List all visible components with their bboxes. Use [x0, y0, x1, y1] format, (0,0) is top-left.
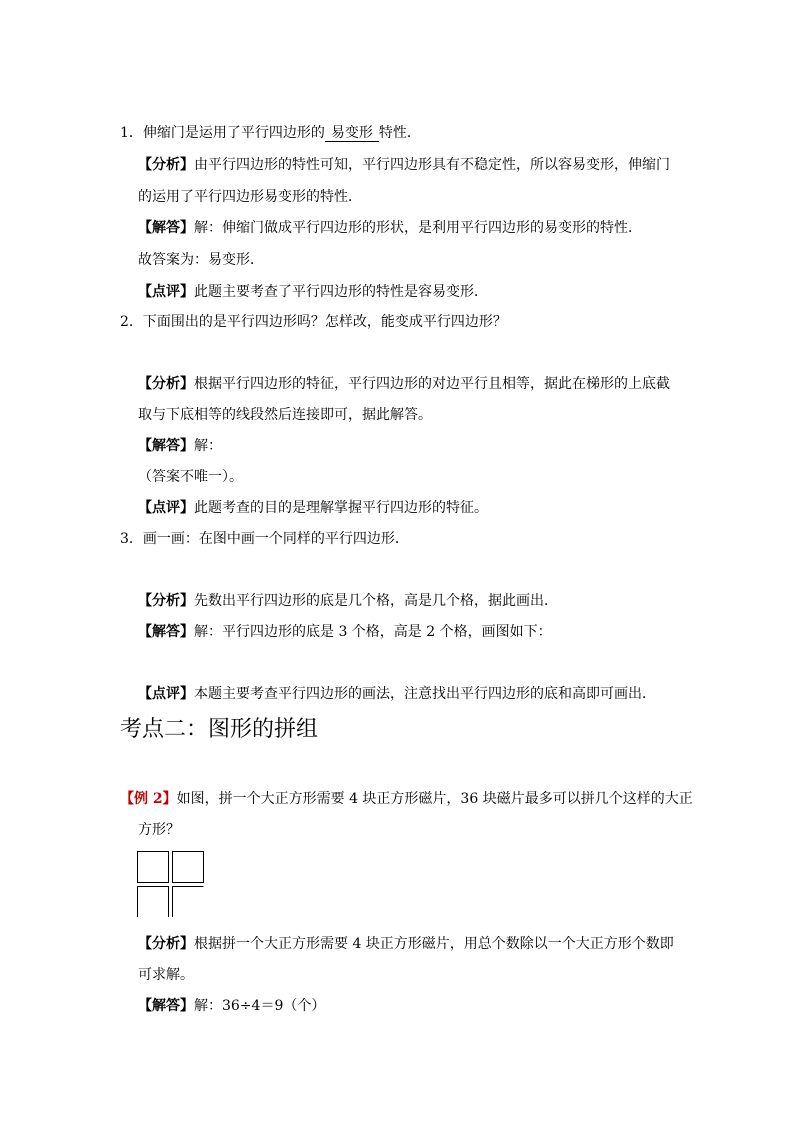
q2-analysis [138, 375, 670, 393]
q1-comment-text: 此题主要考查了平行四边形的特性是容易变形． [194, 284, 488, 300]
q2-analysis-cont: 取与下底相等的线段然后连接即可，据此解答。 [138, 407, 432, 423]
q1-analysis-cont: 的运用了平行四边形易变形的特性． [138, 189, 362, 205]
ex2-text-cont: 方形？ [138, 822, 180, 838]
analysis-tag: 【分析】 [138, 936, 194, 952]
comment-tag: 【点评】 [138, 500, 194, 516]
square-tile [138, 852, 169, 883]
q1-answer [138, 219, 642, 237]
q2-answer [138, 437, 222, 455]
ex2-text: 如图，拼一个大正方形需要 4 块正方形磁片，36 块磁片最多可以拼几个这样的大正 [176, 791, 693, 807]
ex2-question [120, 790, 693, 808]
q3-number: 3． [120, 531, 143, 547]
answer-tag: 【解答】 [138, 220, 194, 236]
q2-comment [138, 499, 488, 517]
analysis-tag: 【分析】 [138, 376, 194, 392]
ex2-analysis-text: 根据拼一个大正方形需要 4 块正方形磁片，用总个数除以一个大正方形个数即 [194, 936, 674, 952]
q2-analysis-text: 根据平行四边形的特征，平行四边形的对边平行且相等，据此在梯形的上底截 [194, 376, 670, 392]
analysis-tag: 【分析】 [138, 593, 194, 609]
q1-answer-blank: 易变形 [325, 126, 379, 142]
ex2-analysis-cont: 可求解。 [138, 967, 194, 983]
q1-analysis [138, 156, 670, 174]
q2-number: 2． [120, 314, 143, 330]
q2-question [120, 313, 507, 331]
q3-comment [138, 685, 656, 703]
example-tag: 【例 2】 [120, 791, 177, 807]
q3-answer-text: 解：平行四边形的底是 3 个格，高是 2 个格，画图如下： [194, 624, 552, 640]
comment-tag: 【点评】 [138, 686, 194, 702]
square-tile [138, 887, 169, 918]
ex2-answer [138, 997, 325, 1015]
comment-tag: 【点评】 [138, 284, 194, 300]
q1-final-answer: 故答案为：易变形． [138, 252, 264, 268]
q1-text-before: 伸缩门是运用了平行四边形的 [142, 125, 325, 141]
analysis-tag: 【分析】 [138, 157, 194, 173]
q3-answer [138, 623, 552, 641]
ex2-analysis [138, 935, 674, 953]
q3-analysis-text: 先数出平行四边形的底是几个格，高是几个格，据此画出． [194, 593, 558, 609]
ex2-answer-text: 解：36÷4＝9（个） [194, 998, 326, 1014]
q1-number: 1． [120, 125, 143, 141]
q2-comment-text: 此题考查的目的是理解掌握平行四边形的特征。 [194, 500, 488, 516]
q3-analysis [138, 592, 558, 610]
q1-answer-text: 解：伸缩门做成平行四边形的形状，是利用平行四边形的易变形的特性． [194, 220, 642, 236]
q3-question [120, 530, 409, 548]
square-tile [173, 852, 204, 883]
square-tiles-figure [136, 850, 206, 920]
q1-comment [138, 283, 488, 301]
q2-answer-text: 解： [194, 438, 222, 454]
answer-tag: 【解答】 [138, 624, 194, 640]
q3-text: 画一画：在图中画一个同样的平行四边形． [142, 531, 409, 547]
q1-analysis-text: 由平行四边形的特性可知，平行四边形具有不稳定性，所以容易变形，伸缩门 [194, 157, 670, 173]
square-tile [173, 887, 204, 918]
q2-text: 下面围出的是平行四边形吗？怎样改，能变成平行四边形？ [142, 314, 507, 330]
q3-comment-text: 本题主要考查平行四边形的画法，注意找出平行四边形的底和高即可画出． [194, 686, 656, 702]
answer-tag: 【解答】 [138, 998, 194, 1014]
section-heading: 考点二：图形的拼组 [120, 717, 319, 742]
q2-note: （答案不唯一）。 [138, 469, 243, 485]
q1-text-after: 特性． [378, 125, 421, 141]
q1-question [120, 124, 421, 142]
answer-tag: 【解答】 [138, 438, 194, 454]
